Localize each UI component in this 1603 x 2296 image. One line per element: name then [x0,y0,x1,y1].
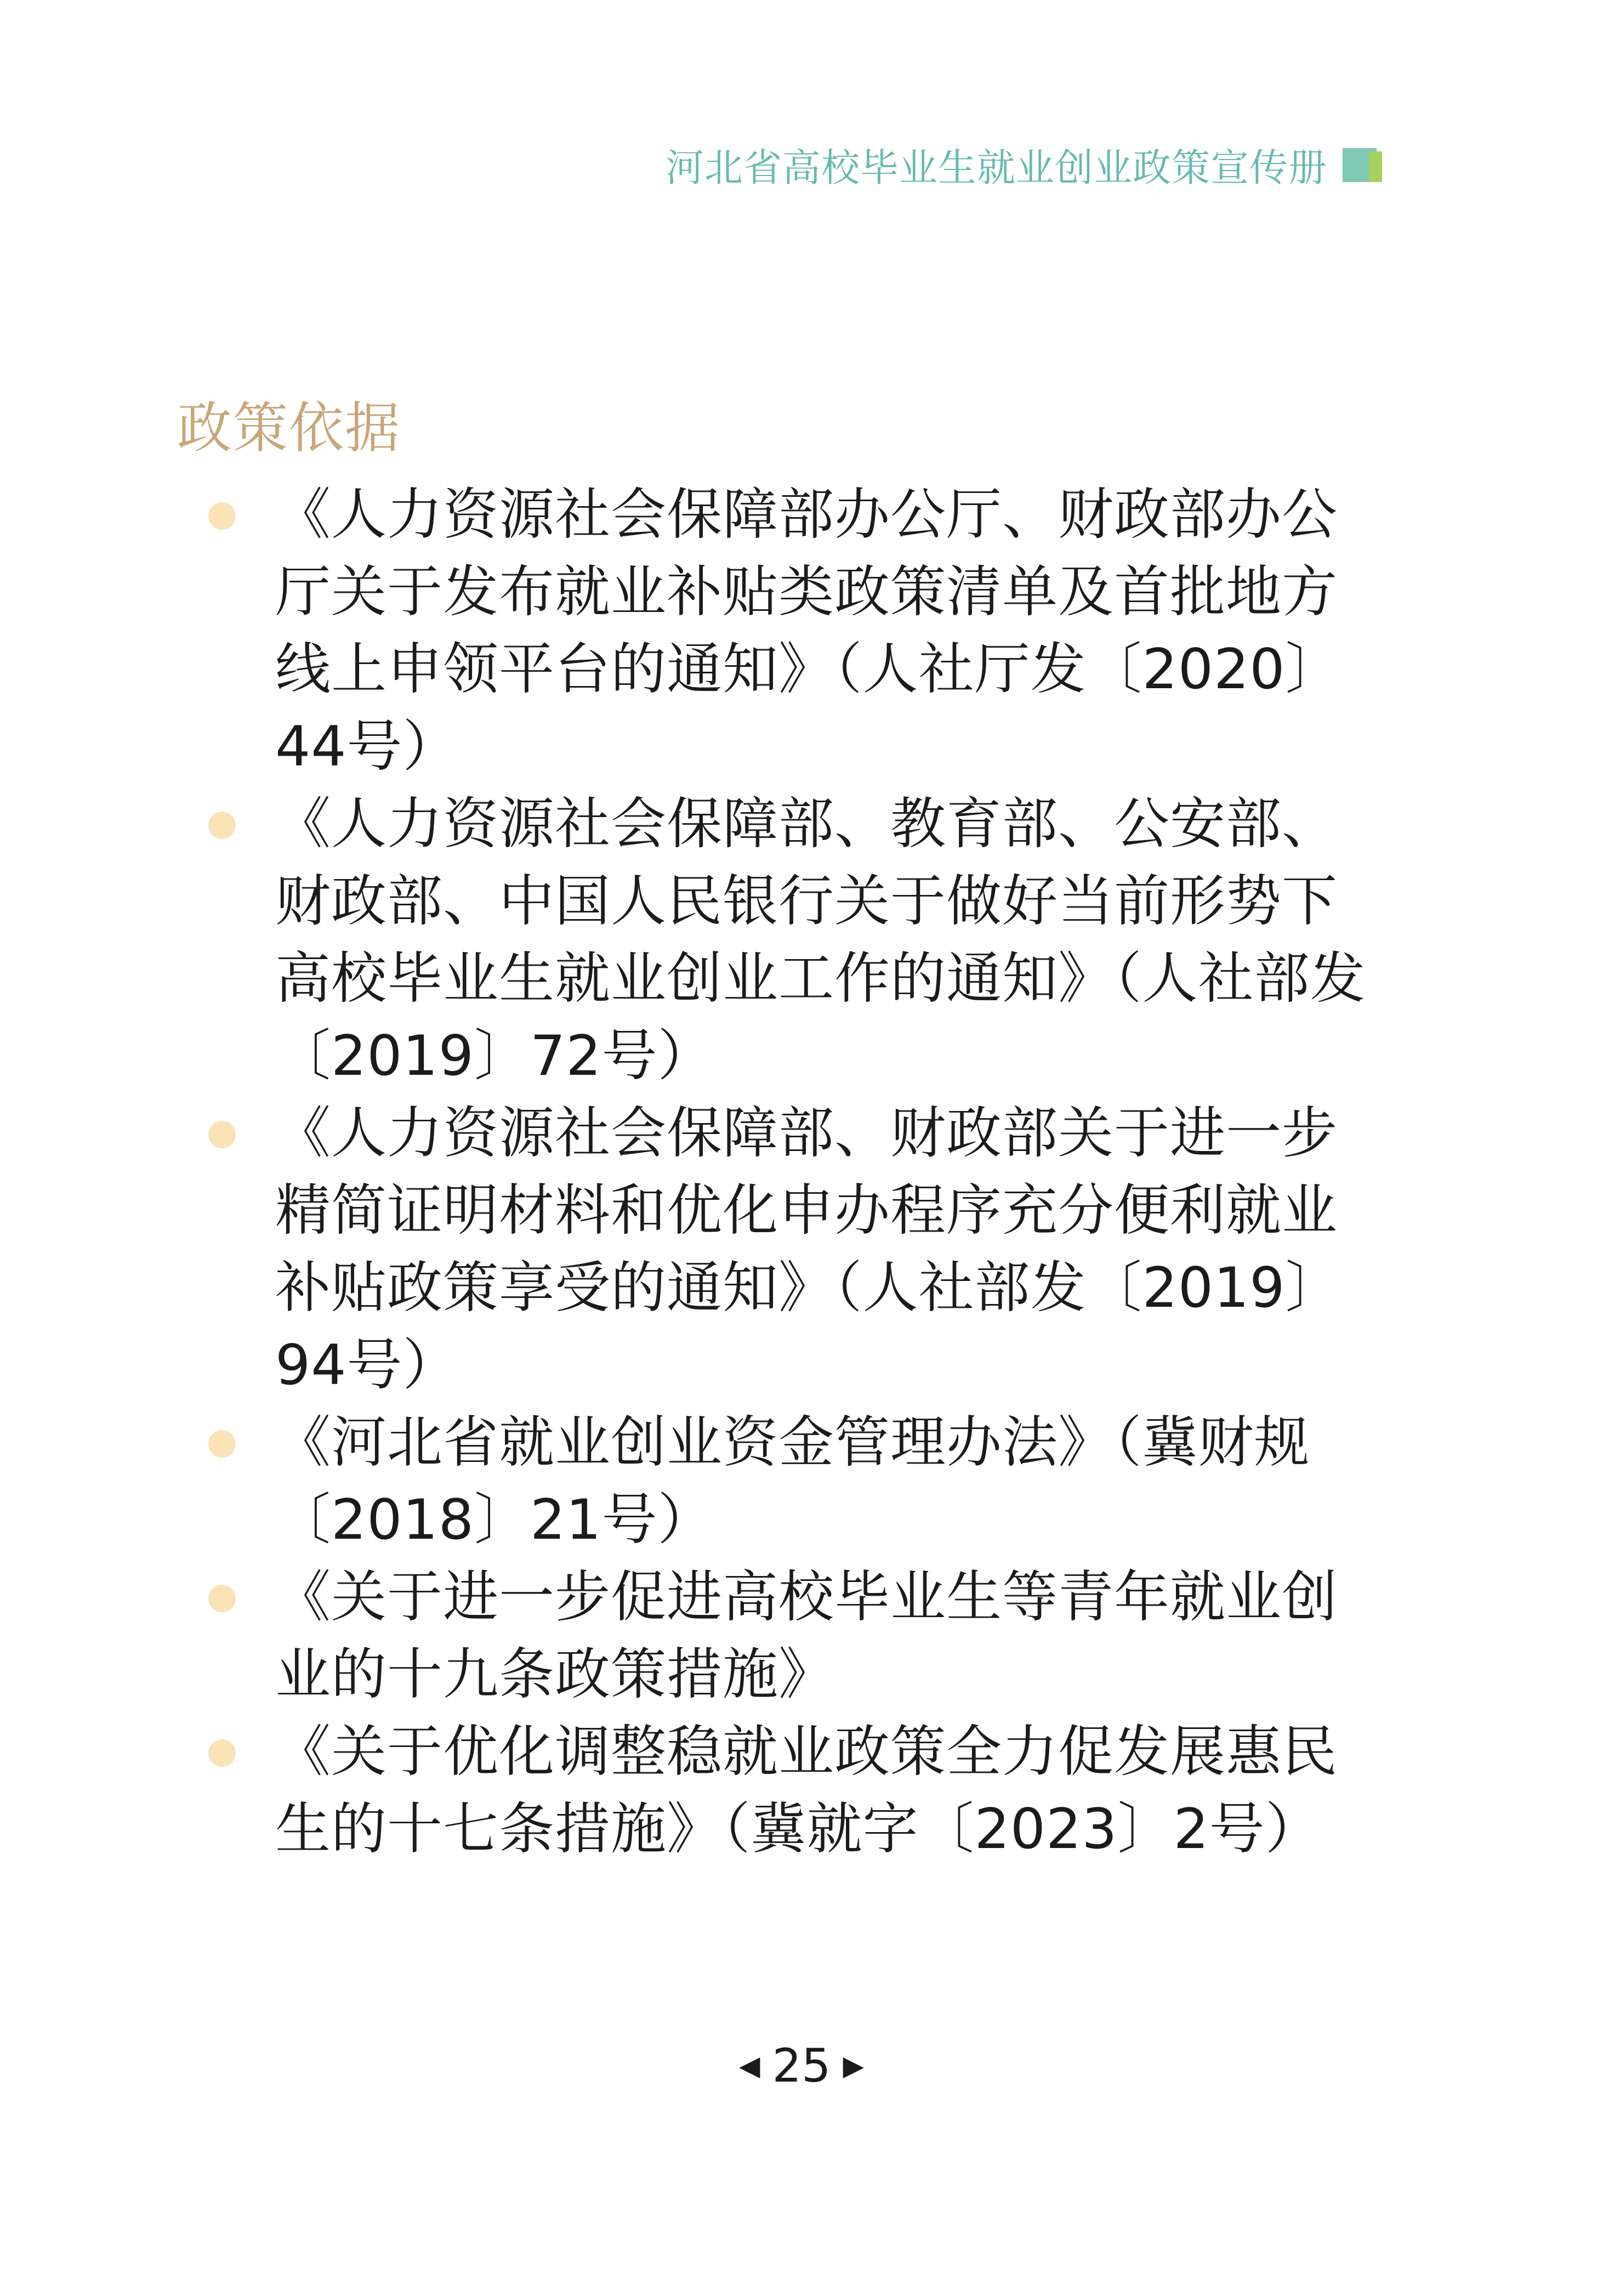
bullet-dot-icon [208,1121,236,1148]
running-header-title: 河北省高校毕业生就业创业政策宣传册 [666,145,1327,190]
section-heading: 政策依据 [177,396,401,460]
policy-item [208,785,1376,1095]
next-page-arrow-icon: ▶ [843,2050,864,2082]
policy-item [208,1558,1376,1713]
policy-text: 《关于进一步促进高校毕业生等青年就业创业的十九条政策措施》 [275,1564,1338,1707]
running-header [666,134,1386,195]
policy-item [208,476,1376,785]
policy-text: 《河北省就业创业资金管理办法》（冀财规〔2018〕21号） [275,1410,1310,1552]
policy-text: 《关于优化调整稳就业政策全力促发展惠民生的十七条措施》（冀就字〔2023〕2号） [275,1719,1338,1861]
bullet-dot-icon [208,502,236,530]
prev-page-arrow-icon: ◀ [739,2050,760,2082]
policy-text: 《人力资源社会保障部、财政部关于进一步精简证明材料和优化申办程序充分便利就业补贴政策享受的通知》（人社部发〔2019〕94号） [275,1101,1341,1397]
policy-text: 《人力资源社会保障部、教育部、公安部、财政部、中国人民银行关于做好当前形势下高校毕业生就业创业工作的通知》（人社部发〔2019〕72号） [275,791,1366,1088]
bullet-dot-icon [208,812,236,839]
header-square-mark-icon [1343,143,1386,186]
policy-item [208,1713,1376,1868]
page-number: 25 [772,2039,831,2093]
bullet-dot-icon [208,1585,236,1612]
policy-item [208,1095,1376,1404]
policy-text: 《人力资源社会保障部办公厅、财政部办公厅关于发布就业补贴类政策清单及首批地方线上申领平台的通知》（人社厅发〔2020〕44号） [275,482,1341,779]
page-footer [0,2039,1603,2093]
bullet-dot-icon [208,1739,236,1767]
policy-list [208,476,1376,1868]
bullet-dot-icon [208,1430,236,1458]
policy-item [208,1404,1376,1558]
